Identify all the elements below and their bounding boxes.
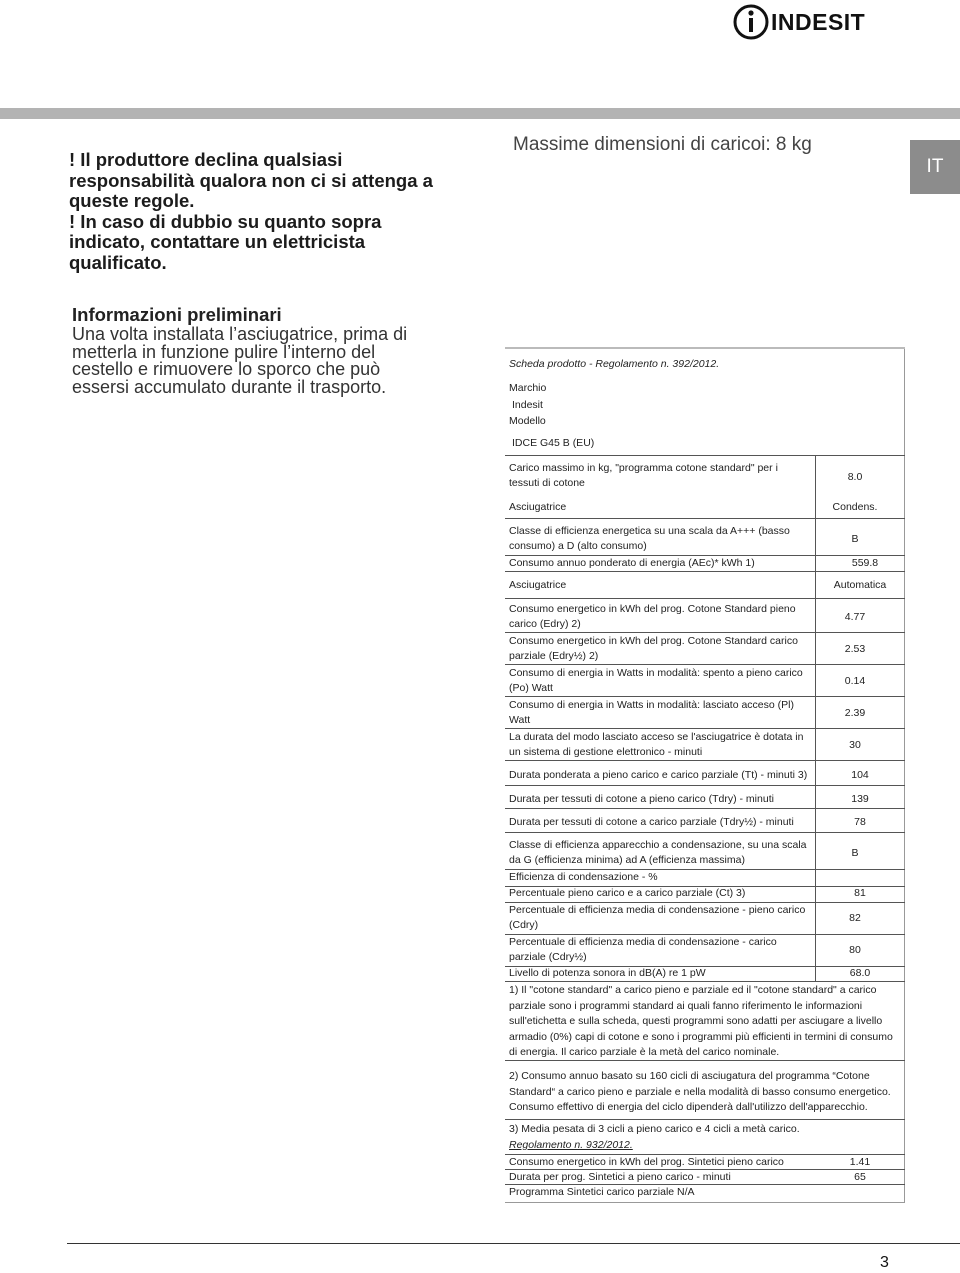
indesit-logo-icon	[733, 2, 769, 42]
row-label: Consumo energetico in kWh del prog. Cotone Standard pieno carico (Edry) 2)	[509, 603, 796, 630]
warning-1: ! Il produttore declina qualsiasi responsabilità qualora non ci si attenga a queste regole.	[69, 149, 433, 211]
product-sheet	[505, 347, 905, 1203]
row-label: Durata per tessuti di cotone a carico parziale (Tdry½) - minuti	[509, 816, 794, 828]
sheet-top-border	[505, 347, 905, 349]
column-divider	[815, 455, 816, 982]
note-1: 1) Il "cotone standard" a carico pieno e parziale ed il "cotone standard" a carico parziale sono i programmi standard ai quali fanno riferimento le informazioni sull'etichetta e sulla scheda, questi programmi sono adatti per asciugare a livello armadio (0%) capi di cotone e sono i programmi più efficienti in termini di consumo di energia. Il carico parziale è la metà del carico nominale.	[509, 984, 893, 1058]
row-value: B	[851, 847, 859, 859]
row-label: Programma Sintetici carico parziale N/A	[509, 1186, 695, 1198]
max-load-heading: Massime dimensioni di caricoi: 8 kg	[513, 134, 812, 155]
page-number: 3	[880, 1254, 889, 1271]
divider	[505, 571, 905, 572]
model-value: IDCE G45 B (EU)	[512, 437, 595, 449]
row-value: 82	[849, 912, 861, 924]
note-3: 3) Media pesata di 3 cicli a pieno carico e 4 cicli a metà carico.	[509, 1123, 800, 1135]
warnings-block	[69, 150, 459, 273]
divider	[505, 664, 905, 665]
row-value: 4.77	[844, 611, 866, 623]
divider	[505, 632, 905, 633]
row-value: 68.0	[849, 967, 871, 979]
row-label: Asciugatrice	[509, 501, 567, 513]
row-label: Classe di efficienza apparecchio a condensazione, su una scala da G (efficienza minima) ad A (efficienza massima)	[509, 839, 807, 866]
row-label: Durata per tessuti di cotone a pieno carico (Tdry) - minuti	[509, 793, 774, 805]
model-label: Modello	[509, 415, 546, 427]
header-divider-bar	[0, 108, 960, 119]
row-value: 8.0	[847, 471, 863, 483]
row-label: Durata per prog. Sintetici a pieno carico - minuti	[509, 1171, 731, 1183]
brand-value: Indesit	[512, 399, 543, 411]
row-label: Consumo annuo ponderato di energia (AEc)* kWh 1)	[509, 557, 755, 569]
brand-wordmark: INDESIT	[771, 9, 866, 35]
divider	[505, 760, 905, 761]
divider	[505, 455, 905, 456]
row-value: 559.8	[851, 557, 879, 569]
divider	[505, 598, 905, 599]
row-label: Classe di efficienza energetica su una scala da A+++ (basso consumo) a D (alto consumo)	[509, 525, 790, 552]
divider	[505, 1060, 905, 1061]
row-label: Efficienza di condensazione - %	[509, 871, 658, 883]
row-label: Consumo energetico in kWh del prog. Cotone Standard carico parziale (Edry½) 2)	[509, 635, 798, 662]
row-value: 0.14	[844, 675, 866, 687]
divider	[505, 1119, 905, 1120]
row-label: Consumo di energia in Watts in modalità: lasciato acceso (Pl) Watt	[509, 699, 794, 726]
row-value: 78	[854, 816, 866, 828]
row-label: Percentuale pieno carico e a carico parziale (Ct) 3)	[509, 887, 746, 899]
row-label: Durata ponderata a pieno carico e carico parziale (Tt) - minuti 3)	[509, 769, 808, 781]
row-value: 65	[854, 1171, 866, 1183]
row-value: 104	[851, 769, 869, 781]
row-label: Consumo di energia in Watts in modalità: spento a pieno carico (Po) Watt	[509, 667, 803, 694]
row-value: B	[851, 533, 859, 545]
row-label: Consumo energetico in kWh del prog. Sintetici pieno carico	[509, 1156, 784, 1168]
brand-logo	[733, 2, 893, 42]
row-value: 2.53	[844, 643, 866, 655]
divider	[505, 785, 905, 786]
divider	[505, 981, 905, 982]
row-label: Percentuale di efficienza media di condensazione - pieno carico (Cdry)	[509, 904, 806, 931]
regulation-title: Regolamento n. 932/2012.	[509, 1139, 633, 1151]
divider	[505, 696, 905, 697]
row-label: La durata del modo lasciato acceso se l'asciugatrice è dotata in un sistema di gestione elettronico - minuti	[509, 731, 804, 758]
divider	[505, 728, 905, 729]
note-2: 2) Consumo annuo basato su 160 cicli di asciugatura del programma “Cotone Standard“ a carico pieno e parziale e nella modalità di basso consumo energetico. Consumo effettivo di energia del ciclo dipenderà dall'utilizzo dell'apparecchio.	[509, 1070, 891, 1113]
row-value: 30	[849, 739, 861, 751]
divider	[505, 518, 905, 519]
row-label: Asciugatrice	[509, 579, 567, 591]
row-value: Condens.	[832, 501, 878, 513]
warning-2: ! In caso di dubbio su quanto sopra indicato, contattare un elettricista qualificato.	[69, 210, 382, 273]
preliminary-info	[72, 304, 422, 396]
preliminary-title: Informazioni preliminari	[72, 304, 282, 325]
footer-divider	[67, 1243, 960, 1244]
sheet-title: Scheda prodotto - Regolamento n. 392/2012.	[509, 358, 720, 370]
row-value: 1.41	[849, 1156, 871, 1168]
row-label: Carico massimo in kg, "programma cotone standard" per i tessuti di cotone	[509, 462, 778, 489]
row-value: 81	[854, 887, 866, 899]
row-value: Automatica	[833, 579, 887, 591]
language-tab: IT	[910, 140, 960, 194]
row-value: 80	[849, 944, 861, 956]
preliminary-text: Una volta installata l’asciugatrice, prima di metterla in funzione pulire l’interno del cestello e rimuovere lo sporco che può essersi accumulato durante il trasporto.	[72, 324, 408, 397]
row-label: Percentuale di efficienza media di condensazione - carico parziale (Cdry½)	[509, 936, 777, 963]
row-value: 139	[851, 793, 869, 805]
row-value: 2.39	[844, 707, 866, 719]
brand-label: Marchio	[509, 382, 547, 394]
row-label: Livello di potenza sonora in dB(A) re 1 pW	[509, 967, 706, 979]
divider	[505, 808, 905, 809]
divider	[505, 832, 905, 833]
